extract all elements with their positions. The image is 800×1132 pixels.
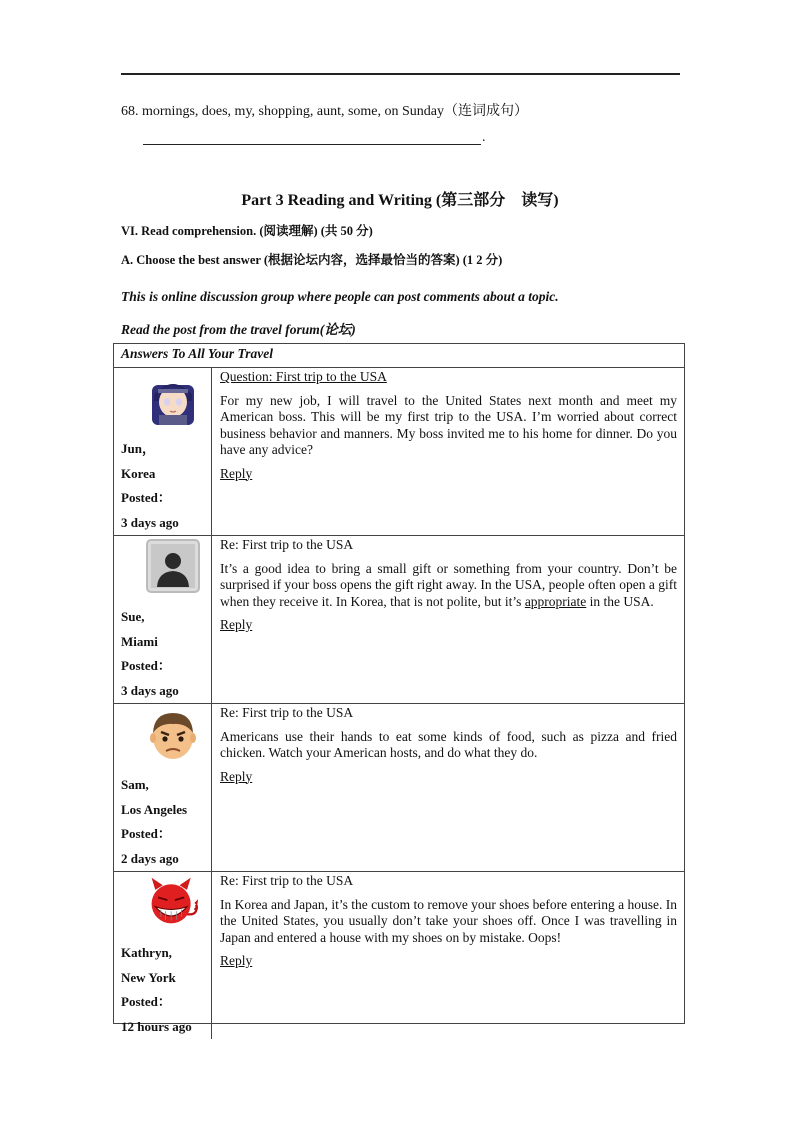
intro-line-2: Read the post from the travel forum(论坛)	[121, 322, 356, 337]
part-title: Part 3 Reading and Writing (第三部分 读写)	[241, 192, 559, 209]
post-meta	[121, 605, 179, 703]
post-body-text-end: in the USA.	[586, 593, 654, 609]
post-content	[220, 536, 677, 634]
post-author-cell	[114, 704, 212, 871]
posted-time: 2 days ago	[121, 850, 179, 866]
posted-label: Posted：	[121, 826, 171, 841]
reply-link[interactable]: Reply	[220, 768, 253, 784]
post-meta	[121, 941, 192, 1039]
posted-time: 12 hours ago	[121, 1018, 192, 1034]
answer-blank-line	[143, 132, 481, 145]
post-subject: Re: First trip to the USA	[220, 705, 354, 720]
forum-table	[113, 343, 685, 1034]
forum-post	[114, 704, 684, 872]
section-heading-a: A. Choose the best answer (根据论坛内容，选择最恰当的答案) (1 2 分)	[121, 253, 503, 267]
post-meta	[121, 437, 179, 535]
grumpy-boy-avatar	[146, 707, 200, 761]
question-68: 68. mornings, does, my, shopping, aunt, some, on Sunday（连词成句）	[121, 104, 529, 119]
devil-smiley-avatar	[146, 875, 200, 929]
post-body: Americans use their hands to eat some kinds of food, such as pizza and fried chicken. Watch your American hosts, and do what they do.	[220, 728, 677, 760]
author-name: Jun，	[121, 441, 155, 456]
posted-label: Posted：	[121, 490, 171, 505]
post-content	[220, 368, 677, 482]
forum-post	[114, 872, 684, 1039]
post-body: For my new job, I will travel to the United States next month and meet my American boss. This will be my first trip to the USA. I’m worried about correct business behavior and manners. My boss invited me to his home for dinner. Do you have any advice?	[220, 392, 677, 457]
post-author-cell	[114, 872, 212, 1039]
answer-period: .	[482, 130, 486, 145]
forum-title: Answers To All Your Travel	[114, 344, 684, 368]
forum-post	[114, 536, 684, 704]
underlined-word: appropriate	[524, 593, 587, 609]
author-name: Sam,	[121, 777, 149, 792]
author-name: Kathryn,	[121, 945, 172, 960]
post-author-cell	[114, 368, 212, 535]
post-subject: Re: First trip to the USA	[220, 537, 354, 552]
post-content	[220, 704, 677, 785]
reply-link[interactable]: Reply	[220, 617, 253, 632]
author-location: New York	[121, 969, 176, 985]
top-divider	[121, 73, 680, 75]
post-body	[220, 561, 677, 611]
author-location: Miami	[121, 633, 158, 649]
anime-girl-avatar	[146, 371, 200, 425]
section-heading-vi: VI. Read comprehension. (阅读理解) (共 50 分)	[121, 224, 373, 238]
post-body-text: It’s a good idea to bring a small gift or something from your country. Don’t be surprised if your boss opens the gift right away. In the USA, people often open a gift when they receive it. In Korea, that is not polite, but it’s	[220, 560, 677, 609]
intro-line-1: This is online discussion group where people can post comments about a topic.	[121, 289, 559, 304]
post-meta	[121, 773, 187, 871]
posted-label: Posted：	[121, 658, 171, 673]
post-content	[220, 872, 677, 970]
post-body: In Korea and Japan, it’s the custom to remove your shoes before entering a house. In the United States, you usually don’t take your shoes off. Once I was travelling in Japan and entered a house with my shoes on by mistake. Oops!	[220, 896, 677, 945]
forum-post	[114, 368, 684, 536]
post-subject: Re: First trip to the USA	[220, 873, 354, 888]
posted-time: 3 days ago	[121, 514, 179, 530]
default-user-avatar	[146, 539, 200, 593]
posted-label: Posted：	[121, 994, 171, 1009]
reply-link[interactable]: Reply	[220, 465, 253, 481]
reply-link[interactable]: Reply	[220, 953, 253, 968]
author-name: Sue,	[121, 609, 145, 624]
author-location: Los Angeles	[121, 801, 188, 817]
posted-time: 3 days ago	[121, 682, 179, 698]
author-location: Korea	[121, 465, 156, 481]
post-author-cell	[114, 536, 212, 703]
post-subject: Question: First trip to the USA	[220, 369, 387, 384]
